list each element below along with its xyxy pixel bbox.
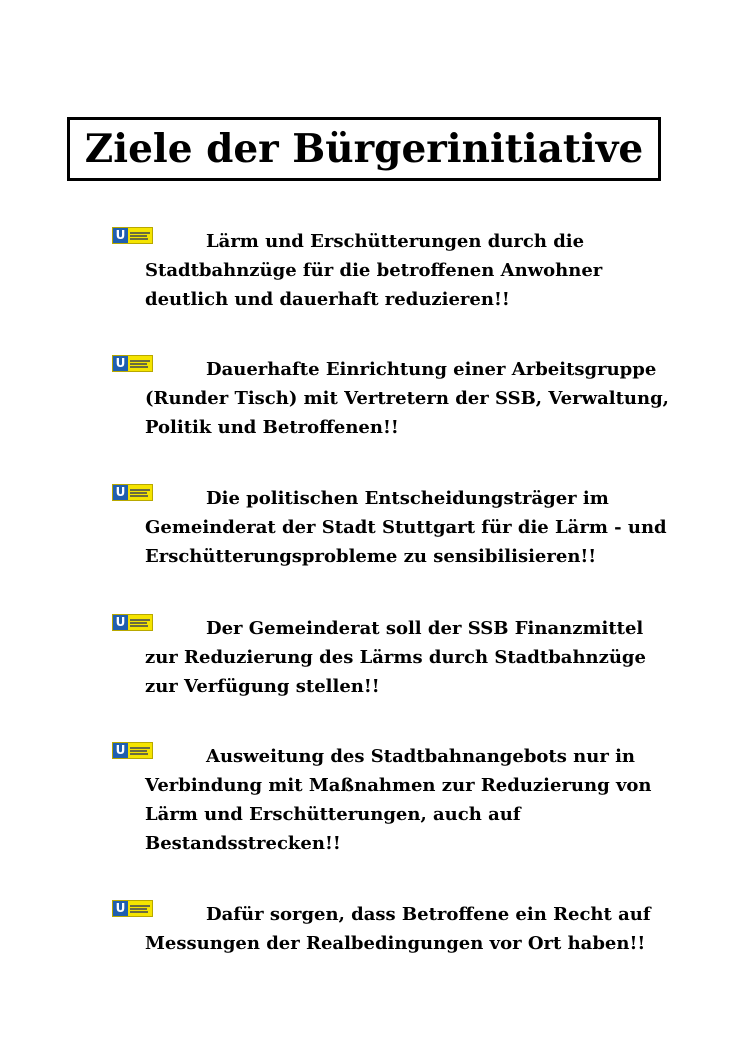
goal-item bbox=[112, 742, 672, 858]
u-bahn-logo-icon: U bbox=[112, 227, 153, 244]
page-title: Ziele der Bürgerinitiative bbox=[84, 125, 644, 172]
goal-item bbox=[112, 484, 672, 571]
goal-item bbox=[112, 900, 672, 958]
goal-item bbox=[112, 227, 672, 314]
u-bahn-logo-icon: U bbox=[112, 484, 153, 501]
goal-text: Dafür sorgen, dass Betroffene ein Recht auf Messungen der Realbedingungen vor Ort haben!! bbox=[145, 904, 651, 954]
goal-text: Ausweitung des Stadtbahnangebots nur in Verbindung mit Maßnahmen zur Reduzierung von Lärm und Erschütterungen, auch auf Bestandsstrecken!! bbox=[145, 746, 652, 854]
goal-text: Lärm und Erschütterungen durch die Stadtbahnzüge für die betroffenen Anwohner deutlich und dauerhaft reduzieren!! bbox=[145, 231, 603, 310]
u-bahn-logo-icon: U bbox=[112, 742, 153, 759]
goal-item bbox=[112, 614, 672, 701]
u-bahn-logo-icon: U bbox=[112, 355, 153, 372]
u-bahn-logo-icon: U bbox=[112, 900, 153, 917]
goal-text: Der Gemeinderat soll der SSB Finanzmittel zur Reduzierung des Lärms durch Stadtbahnzüge zur Verfügung stellen!! bbox=[145, 618, 646, 697]
goal-item bbox=[112, 355, 672, 442]
goal-text: Die politischen Entscheidungsträger im Gemeinderat der Stadt Stuttgart für die Lärm - und Erschütterungsprobleme zu sensibilisieren!! bbox=[145, 488, 667, 567]
goal-text: Dauerhafte Einrichtung einer Arbeitsgruppe (Runder Tisch) mit Vertretern der SSB, Verwaltung, Politik und Betroffenen!! bbox=[145, 359, 669, 438]
title-box bbox=[67, 117, 661, 181]
u-bahn-logo-icon: U bbox=[112, 614, 153, 631]
